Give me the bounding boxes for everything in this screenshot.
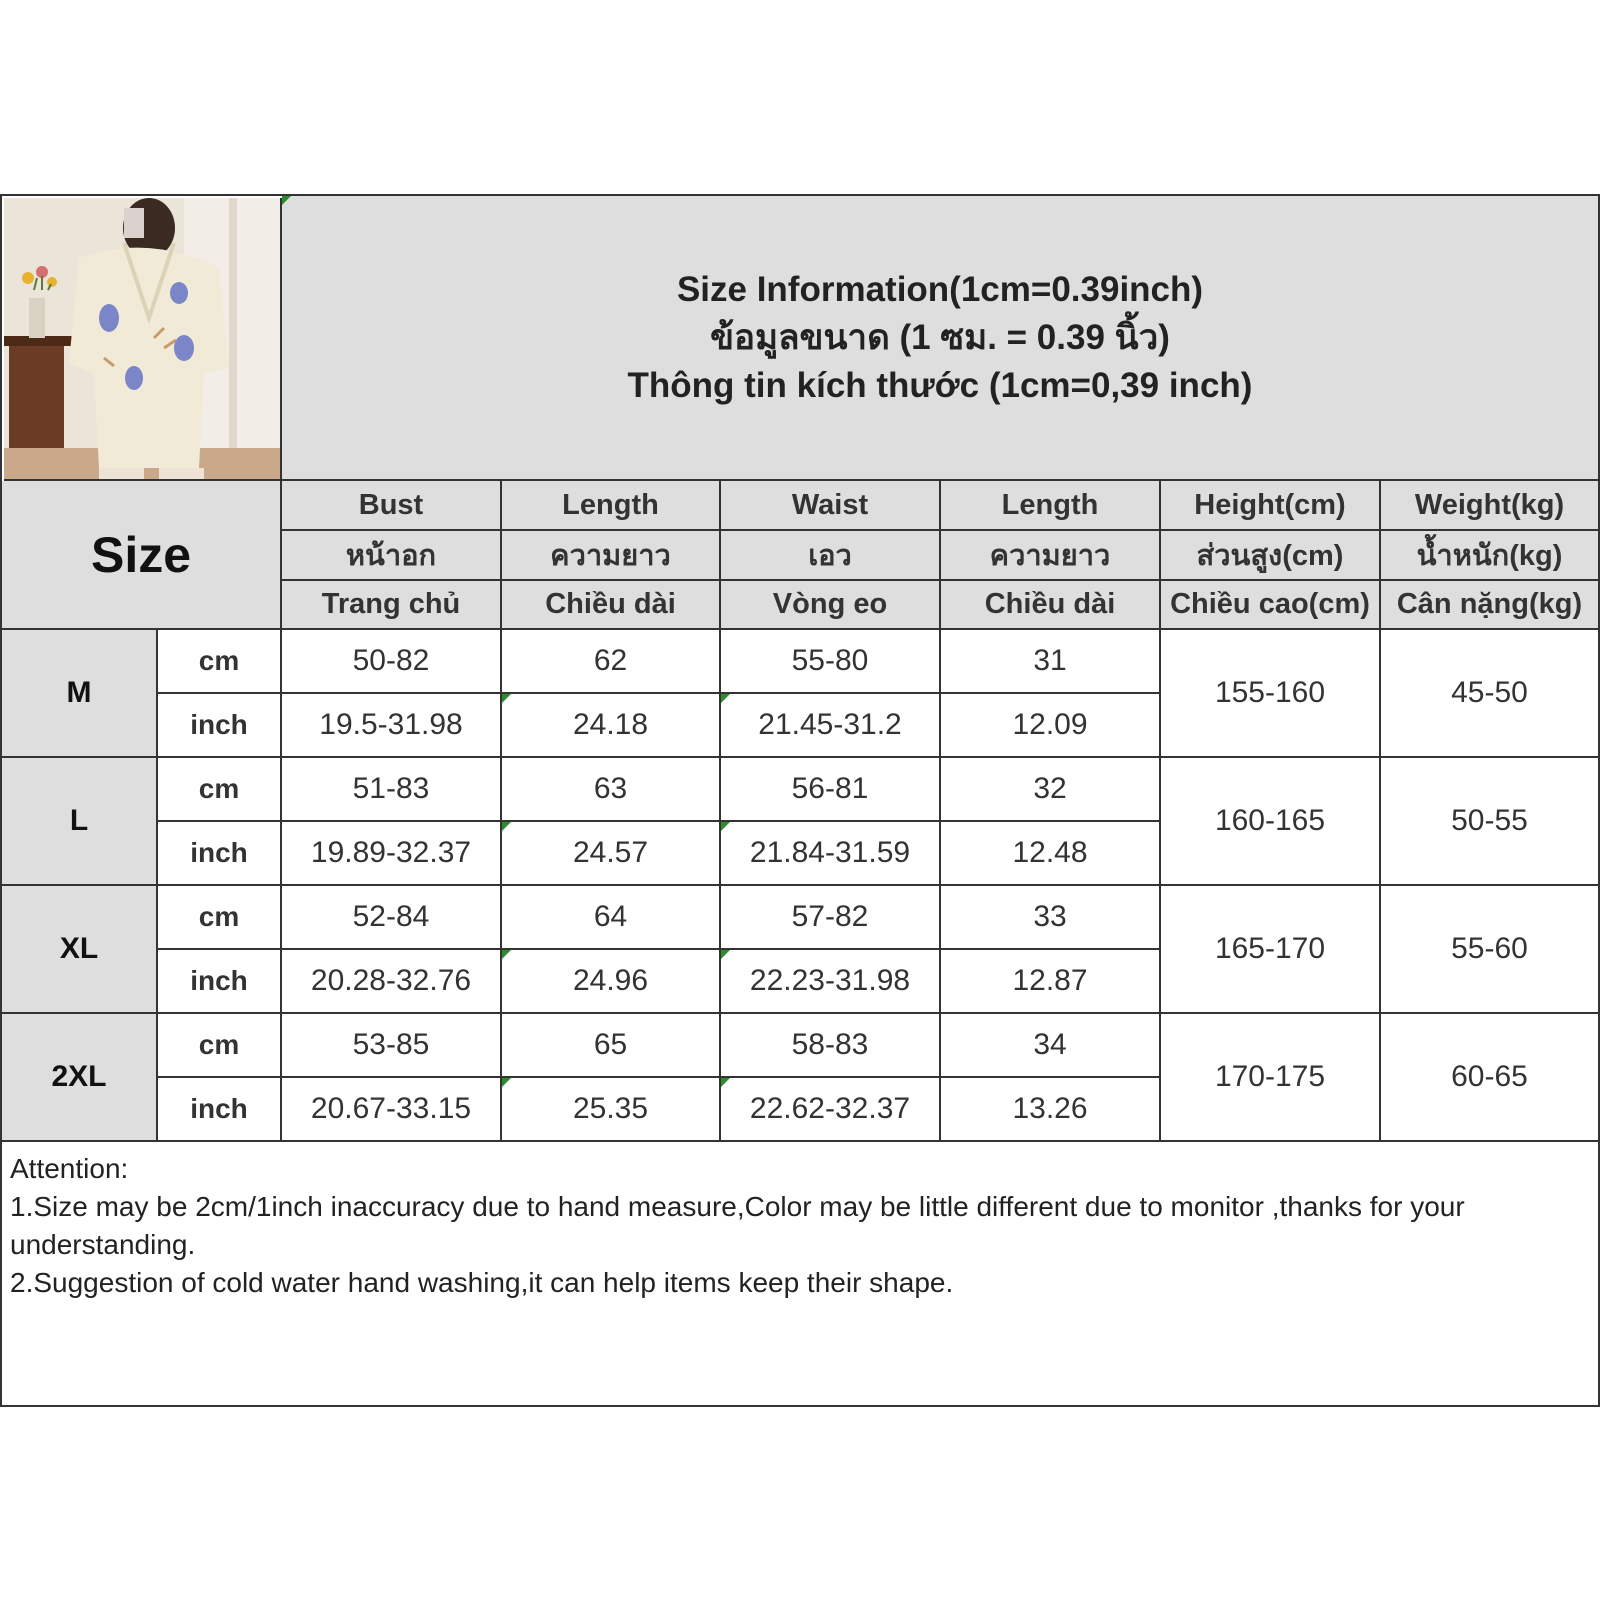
value-cell: 34: [941, 1014, 1161, 1078]
title-english: Size Information(1cm=0.39inch): [676, 269, 1204, 309]
size-label-l: L: [2, 758, 158, 886]
value-text: 24.57: [572, 836, 649, 869]
value-cell: [721, 1078, 941, 1142]
value-cell: [502, 822, 721, 886]
unit-cm: cm: [158, 1014, 282, 1078]
col-header-waist-en: Waist: [721, 481, 941, 531]
value-text: 21.84-31.59: [749, 836, 911, 869]
value-cell: [502, 950, 721, 1014]
corner-marker: [721, 950, 730, 959]
col-header-weight-vi: Cân nặng(kg): [1381, 581, 1598, 630]
value-cell: 20.28-32.76: [282, 950, 502, 1014]
title-thai: ข้อมูลขนาด (1 ซม. = 0.39 นิ้ว): [710, 317, 1170, 357]
col-header-height-th: ส่วนสูง(cm): [1161, 531, 1381, 581]
product-photo: [4, 198, 282, 481]
value-cell: 20.67-33.15: [282, 1078, 502, 1142]
value-cell: 58-83: [721, 1014, 941, 1078]
height-cell: 170-175: [1161, 1014, 1381, 1142]
corner-marker: [721, 1078, 730, 1087]
col-header-height-vi: Chiều cao(cm): [1161, 581, 1381, 630]
col-header-length2-en: Length: [941, 481, 1161, 531]
col-header-length2-th: ความยาว: [941, 531, 1161, 581]
value-cell: [502, 694, 721, 758]
weight-cell: 45-50: [1381, 630, 1598, 758]
attention-heading: Attention:: [10, 1153, 129, 1184]
col-header-weight-en: Weight(kg): [1381, 481, 1598, 531]
col-header-waist-vi: Vòng eo: [721, 581, 941, 630]
height-cell: 155-160: [1161, 630, 1381, 758]
unit-inch: inch: [158, 822, 282, 886]
weight-cell: 50-55: [1381, 758, 1598, 886]
size-header: Size: [2, 481, 282, 630]
corner-marker: [502, 1078, 511, 1087]
unit-cm: cm: [158, 886, 282, 950]
corner-marker: [721, 822, 730, 831]
value-cell: [721, 822, 941, 886]
col-header-waist-th: เอว: [721, 531, 941, 581]
value-cell: 13.26: [941, 1078, 1161, 1142]
value-cell: 55-80: [721, 630, 941, 694]
value-cell: 12.87: [941, 950, 1161, 1014]
attention-notes: [2, 1146, 1598, 1306]
col-header-weight-th: น้ำหนัก(kg): [1381, 531, 1598, 581]
value-cell: 12.48: [941, 822, 1161, 886]
corner-marker: [502, 694, 511, 703]
value-cell: 33: [941, 886, 1161, 950]
value-cell: 57-82: [721, 886, 941, 950]
value-cell: 62: [502, 630, 721, 694]
value-text: 22.62-32.37: [749, 1092, 911, 1125]
value-cell: [502, 1078, 721, 1142]
attention-note-2: 2.Suggestion of cold water hand washing,it can help items keep their shape.: [10, 1267, 954, 1298]
product-photo-image: [4, 198, 280, 479]
corner-marker: [282, 196, 291, 205]
value-cell: 56-81: [721, 758, 941, 822]
value-cell: 32: [941, 758, 1161, 822]
col-header-bust-th: หน้าอก: [282, 531, 502, 581]
value-cell: 50-82: [282, 630, 502, 694]
unit-cm: cm: [158, 630, 282, 694]
title-vietnamese: Thông tin kích thước (1cm=0,39 inch): [627, 365, 1253, 405]
size-label-m: M: [2, 630, 158, 758]
col-header-length-th: ความยาว: [502, 531, 721, 581]
corner-marker: [721, 694, 730, 703]
attention-note-1: 1.Size may be 2cm/1inch inaccuracy due to hand measure,Color may be little different due to monitor ,thanks for your understanding.: [10, 1191, 1465, 1260]
value-cell: 52-84: [282, 886, 502, 950]
value-cell: [721, 694, 941, 758]
value-cell: 51-83: [282, 758, 502, 822]
title-block: [282, 196, 1598, 481]
value-cell: 12.09: [941, 694, 1161, 758]
value-text: 24.18: [572, 708, 649, 741]
col-header-bust-vi: Trang chủ: [282, 581, 502, 630]
col-header-bust-en: Bust: [282, 481, 502, 531]
value-text: 21.45-31.2: [758, 708, 902, 741]
value-cell: 53-85: [282, 1014, 502, 1078]
value-cell: [721, 950, 941, 1014]
value-text: 24.96: [572, 964, 649, 997]
value-text: 22.23-31.98: [749, 964, 911, 997]
value-cell: 31: [941, 630, 1161, 694]
unit-inch: inch: [158, 1078, 282, 1142]
corner-marker: [502, 950, 511, 959]
unit-inch: inch: [158, 950, 282, 1014]
size-label-xl: XL: [2, 886, 158, 1014]
col-header-length2-vi: Chiều dài: [941, 581, 1161, 630]
size-chart: [0, 194, 1600, 1407]
height-cell: 165-170: [1161, 886, 1381, 1014]
value-cell: 19.89-32.37: [282, 822, 502, 886]
value-text: 25.35: [572, 1092, 649, 1125]
height-cell: 160-165: [1161, 758, 1381, 886]
value-cell: 19.5-31.98: [282, 694, 502, 758]
corner-marker: [502, 822, 511, 831]
size-label-2xl: 2XL: [2, 1014, 158, 1142]
col-header-length-en: Length: [502, 481, 721, 531]
weight-cell: 55-60: [1381, 886, 1598, 1014]
col-header-length-vi: Chiều dài: [502, 581, 721, 630]
col-header-height-en: Height(cm): [1161, 481, 1381, 531]
unit-cm: cm: [158, 758, 282, 822]
value-cell: 64: [502, 886, 721, 950]
value-cell: 63: [502, 758, 721, 822]
unit-inch: inch: [158, 694, 282, 758]
weight-cell: 60-65: [1381, 1014, 1598, 1142]
value-cell: 65: [502, 1014, 721, 1078]
